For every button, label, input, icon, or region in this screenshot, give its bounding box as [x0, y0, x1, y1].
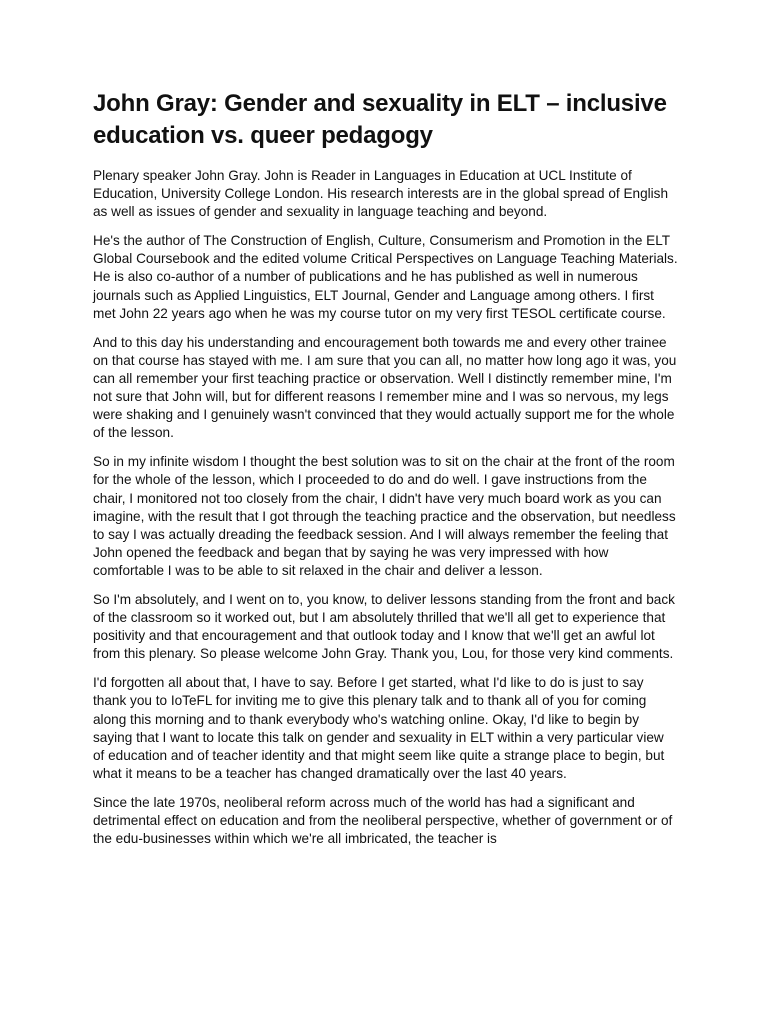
paragraph-2: He's the author of The Construction of English, Culture, Consumerism and Promotion in the ELT Global Coursebook and the edited volume Critical Perspectives on Language Teaching Materials. He is also co-author of a number of publications and he has published as well in numerous journals such as Applied Linguistics, ELT Journal, Gender and Language among others. I first met John 22 years ago when he was my course tutor on my very first TESOL certificate course.	[93, 233, 678, 321]
document-page	[93, 88, 678, 848]
paragraph-5: So I'm absolutely, and I went on to, you know, to deliver lessons standing from the front and back of the classroom so it worked out, but I am absolutely thrilled that we'll all get to experience that positivity and that encouragement and that outlook today and I know that we'll get an awful lot from this plenary. So please welcome John Gray. Thank you, Lou, for those very kind comments.	[93, 591, 675, 662]
document-title: John Gray: Gender and sexuality in ELT – inclusive education vs. queer pedagogy	[93, 90, 667, 149]
paragraph-6: I'd forgotten all about that, I have to say. Before I get started, what I'd like to do is just to say thank you to IoTeFL for inviting me to give this plenary talk and to thank all of you for coming along this morning and to thank everybody who's watching online. Okay, I'd like to begin by saying that I want to locate this talk on gender and sexuality in ELT within a very particular view of education and of teacher identity and that might seem like quite a strange place to begin, but what it means to be a teacher has changed dramatically over the last 40 years.	[93, 675, 665, 781]
paragraph-4: So in my infinite wisdom I thought the best solution was to sit on the chair at the front of the room for the whole of the lesson, which I proceeded to do and do well. I gave instructions from the chair, I monitored not too closely from the chair, I didn't have very much board work as you can imagine, with the result that I got through the teaching practice and the observation, but needless to say I was actually dreading the feedback session. And I will always remember the feeling that John opened the feedback and began that by saying he was very impressed with how comfortable I was to be able to sit relaxed in the chair and deliver a lesson.	[93, 454, 676, 578]
paragraph-7: Since the late 1970s, neoliberal reform across much of the world has had a significant and detrimental effect on education and from the neoliberal perspective, whether of government or of the edu-businesses within which we're all imbricated, the teacher is	[93, 794, 673, 847]
paragraph-3: And to this day his understanding and encouragement both towards me and every other trainee on that course has stayed with me. I am sure that you can all, no matter how long ago it was, you can all remember your first teaching practice or observation. Well I distinctly remember mine, I'm not sure that John will, but for different reasons I remember mine and I was so nervous, my legs were shaking and I genuinely wasn't convinced that they would actually support me for the whole of the lesson.	[93, 334, 677, 441]
paragraph-1: Plenary speaker John Gray. John is Reader in Languages in Education at UCL Institute of Education, University College London. His research interests are in the global spread of English as well as issues of gender and sexuality in language teaching and beyond.	[93, 168, 669, 220]
